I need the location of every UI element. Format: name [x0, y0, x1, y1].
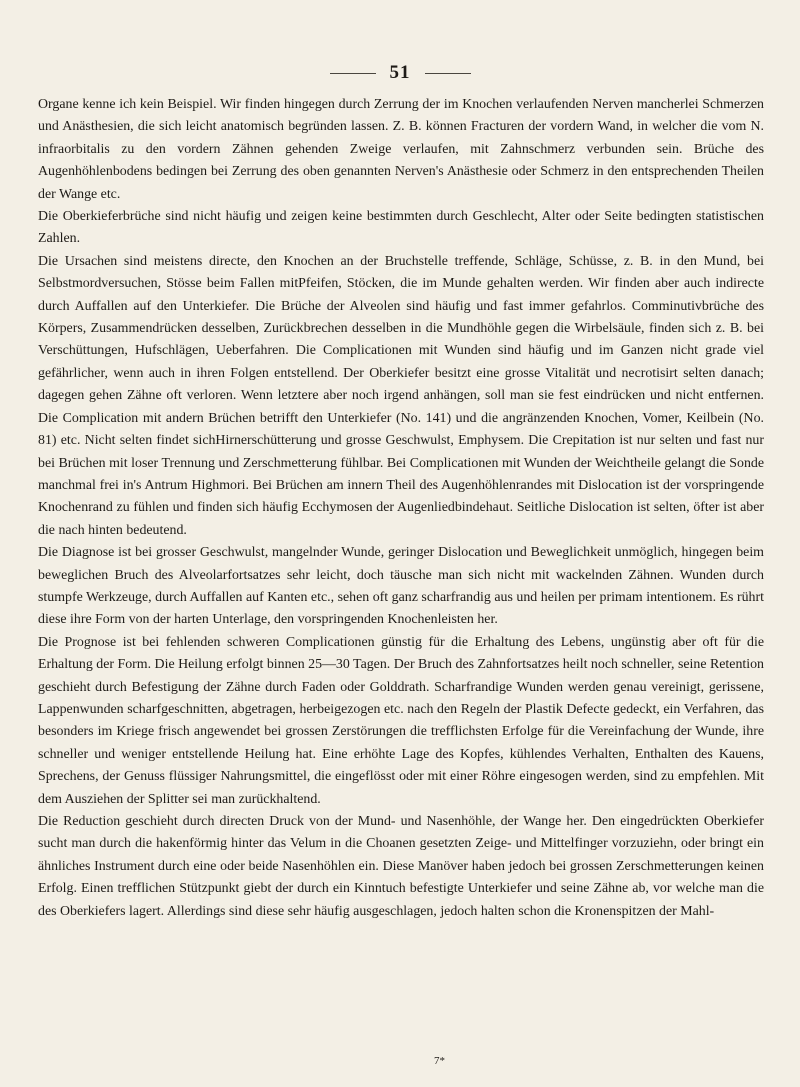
page-header — [0, 62, 800, 84]
paragraph-causes: Die Ursachen sind meistens directe, den Knochen an der Bruchstelle treffende, Schläge, Schüsse, z. B. in den Mund, bei Selbstmordversuchen, Stösse beim Fallen mitPfeifen, Stöcken, die im Munde gehalten werden. Wir finden aber auch indirecte durch Auffallen auf den Unterkiefer. Die Brüche der Alveolen sind häufig und fast immer gefahrlos. Comminutivbrüche des Körpers, Zusammendrücken desselben, Zurückbrechen desselben in die Mundhöhle gegen die Wirbelsäule, finden sich z. B. bei Verschüttungen, Hufschlägen, Ueberfahren. Die Complicationen mit Wunden sind häufig und im Ganzen nicht grade viel gefährlicher, wenn auch in ihren Folgen entstellend. Der Oberkiefer besitzt eine grosse Vitalität und necrotisirt selten danach; dagegen gehen Zähne oft verloren. Wenn letztere aber noch irgend anhängen, soll man sie fest eindrücken und nicht entfernen. Die Complication mit andern Brüchen betrifft den Unterkiefer (No. 141) und die angränzenden Knochen, Vomer, Keilbein (No. 81) etc. Nicht selten findet sichHirnerschütterung und grosse Geschwulst, Emphysem. Die Crepitation ist nur selten und fast nur bei Brüchen mit loser Trennung und Zerschmetterung fühlbar. Bei Complicationen mit Wunden der Weichtheile gelangt die Sonde manchmal frei in's Antrum Highmori. Bei Brüchen am innern Theil des Augenhöhlenrandes mit Dislocation ist der vorspringende Knochenrand zu fühlen und finden sich häufig Ecchymosen der Augenliedbindehaut. Seitliche Dislocation ist selten, öfter ist aber die nach hinten bedeutend. — [38, 253, 764, 538]
paragraph-diagnosis: Die Diagnose ist bei grosser Geschwulst, mangelnder Wunde, geringer Dislocation und Beweglichkeit unmöglich, hingegen beim beweglichen Bruch des Alveolarfortsatzes sehr leicht, doch täusche man sich nicht mit wackelnden Zähnen. Wunden durch stumpfe Werkzeuge, durch Auffallen auf Kanten etc., sehen oft ganz scharfrandig aus und heilen per primam intentionem. Es rührt diese ihre Form von der harten Unterlage, den vorspringenden Knochenleisten her. — [38, 545, 764, 628]
signature-mark: 7* — [434, 1055, 445, 1067]
paragraph-prognosis: Die Prognose ist bei fehlenden schweren Complicationen günstig für die Erhaltung des Lebens, ungünstig aber oft für die Erhaltung der Form. Die Heilung erfolgt binnen 25—30 Tagen. Der Bruch des Zahnfortsatzes heilt noch schneller, seine Retention geschieht durch Befestigung der Zähne durch Faden oder Golddrath. Scharfrandige Wunden werden genau vereinigt, gerissene, Lappenwunden scharfgeschnitten, abgetragen, herbeigezogen etc. nach den Regeln der Plastik Defecte gedeckt, ein Verfahren, das besonders im Kriege frisch angewendet bei grossen Zerstörungen die trefflichsten Erfolge für die Vereinfachung der Wunde, ihre schneller und weniger entstellende Heilung hat. Eine erhöhte Lage des Kopfes, kühlendes Verhalten, Enthalten des Kauens, Sprechens, der Genuss flüssiger Nahrungsmittel, die eingeflösst oder mit einer Röhre eingesogen werden, sind zu empfehlen. Mit dem Ausziehen der Splitter sei man zurückhaltend. — [38, 634, 764, 807]
paragraph-nerve-injuries: Organe kenne ich kein Beispiel. Wir finden hingegen durch Zerrung der im Knochen verlaufenden Nerven mancherlei Schmerzen und Anästhesien, die sich leicht anatomisch begründen lassen. Z. B. können Fracturen der vordern Wand, in welcher die vom N. infraorbitalis zu den vordern Zähnen gehenden Zweige verlaufen, mit Zahnschmerz verbunden sein. Brüche des Augenhöhlenbodens bedingen bei Zerrung des oben genannten Nerven's Anästhesie oder Schmerz in den entsprechenden Theilen der Wange etc. — [38, 97, 764, 202]
paragraph-reduction: Die Reduction geschieht durch directen Druck von der Mund- und Nasenhöhle, der Wange her. Den eingedrückten Oberkiefer sucht man durch die hakenförmig hinter das Velum in die Choanen gesetzten Zeige- und Mittelfinger vorzuziehn, oder bringt ein ähnliches Instrument durch eine oder beide Nasenhöhlen ein. Diese Manöver haben jedoch bei grossen Zerschmetterungen keinen Erfolg. Einen trefflichen Stützpunkt giebt der durch ein Kinntuch befestigte Unterkiefer und seine Zähne ab, vor welche man die des Oberkiefers lagert. Allerdings sind diese sehr häufig ausgeschlagen, jedoch halten schon die Kronenspitzen der Mahl- — [38, 814, 764, 919]
page-number: 51 — [389, 62, 411, 83]
header-rule-left — [330, 73, 376, 74]
paragraph-frequency: Die Oberkieferbrüche sind nicht häufig und zeigen keine bestimmten durch Geschlecht, Alter oder Seite bedingten statistischen Zahlen. — [38, 209, 764, 247]
header-rule-right — [425, 73, 471, 74]
body-text — [38, 94, 764, 923]
